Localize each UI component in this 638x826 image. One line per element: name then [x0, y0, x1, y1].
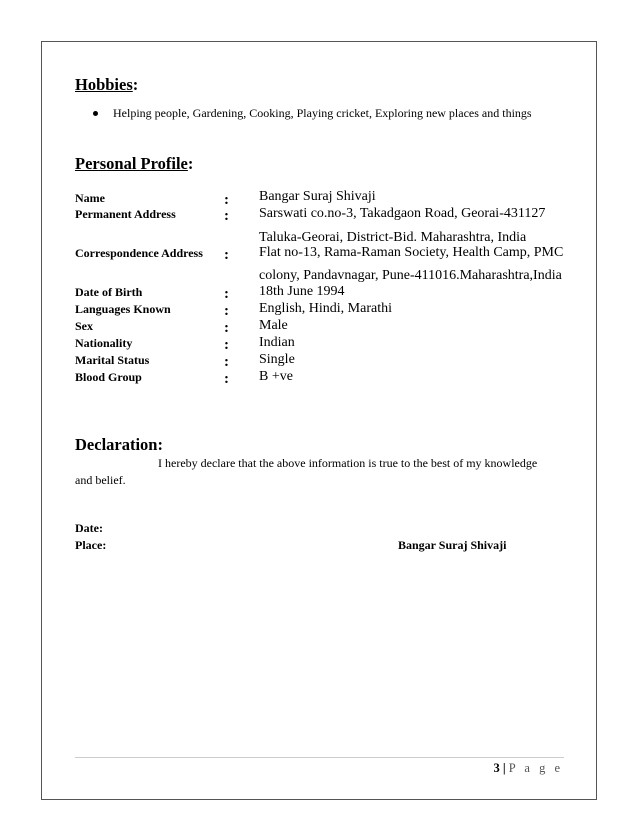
label-permanent-address: Permanent Address: [75, 207, 176, 221]
value-languages-known: English, Hindi, Marathi: [259, 301, 392, 316]
label-marital-status: Marital Status: [75, 353, 150, 367]
hobbies-colon: :: [132, 75, 139, 94]
value-nationality: Indian: [259, 335, 295, 350]
colon-permanent-address: :: [224, 208, 229, 224]
signature-name: Bangar Suraj Shivaji: [398, 538, 507, 552]
page-number: 3: [493, 761, 500, 775]
place-label: Place:: [75, 538, 107, 552]
colon-nationality: :: [224, 337, 229, 353]
profile-heading: [75, 154, 193, 174]
bullet-icon: [93, 111, 98, 116]
hobbies-title: Hobbies: [75, 75, 133, 94]
colon-name: :: [224, 192, 229, 208]
hobbies-item: Helping people, Gardening, Cooking, Playing cricket, Exploring new places and things: [113, 106, 532, 120]
label-nationality: Nationality: [75, 336, 133, 350]
page-footer: [494, 761, 563, 776]
colon-correspondence-address: :: [224, 247, 229, 263]
colon-blood-group: :: [224, 371, 229, 387]
date-label: Date:: [75, 521, 103, 535]
value-blood-group: B +ve: [259, 369, 293, 384]
colon-marital-status: :: [224, 354, 229, 370]
label-sex: Sex: [75, 319, 93, 333]
value-marital-status: Single: [259, 352, 295, 367]
value-permanent-address: Sarswati co.no-3, Takadgaon Road, Georai-431127: [259, 206, 546, 221]
colon-date-of-birth: :: [224, 286, 229, 302]
value-sex: Male: [259, 318, 288, 333]
profile-colon: :: [187, 154, 194, 173]
footer-divider: [75, 757, 564, 758]
value-name: Bangar Suraj Shivaji: [259, 189, 376, 204]
hobbies-heading: [75, 75, 138, 95]
profile-title: Personal Profile: [75, 154, 188, 173]
value-permanent-address-line2: Taluka-Georai, District-Bid. Maharashtra, India: [259, 230, 527, 245]
colon-sex: :: [224, 320, 229, 336]
declaration-heading: Declaration:: [75, 435, 163, 454]
label-name: Name: [75, 191, 105, 205]
page-label: P a g e: [508, 761, 563, 775]
label-date-of-birth: Date of Birth: [75, 285, 143, 299]
footer-separator: |: [502, 761, 506, 775]
label-correspondence-address: Correspondence Address: [75, 246, 203, 260]
value-correspondence-address: Flat no-13, Rama-Raman Society, Health Camp, PMC: [259, 245, 564, 260]
declaration-text-line1: I hereby declare that the above information is true to the best of my knowledge: [158, 456, 538, 470]
label-blood-group: Blood Group: [75, 370, 142, 384]
value-correspondence-address-line2: colony, Pandavnagar, Pune-411016.Maharashtra,India: [259, 268, 562, 283]
declaration-text-line2: and belief.: [75, 473, 126, 487]
colon-languages-known: :: [224, 303, 229, 319]
value-date-of-birth: 18th June 1994: [259, 284, 345, 299]
label-languages-known: Languages Known: [75, 302, 171, 316]
